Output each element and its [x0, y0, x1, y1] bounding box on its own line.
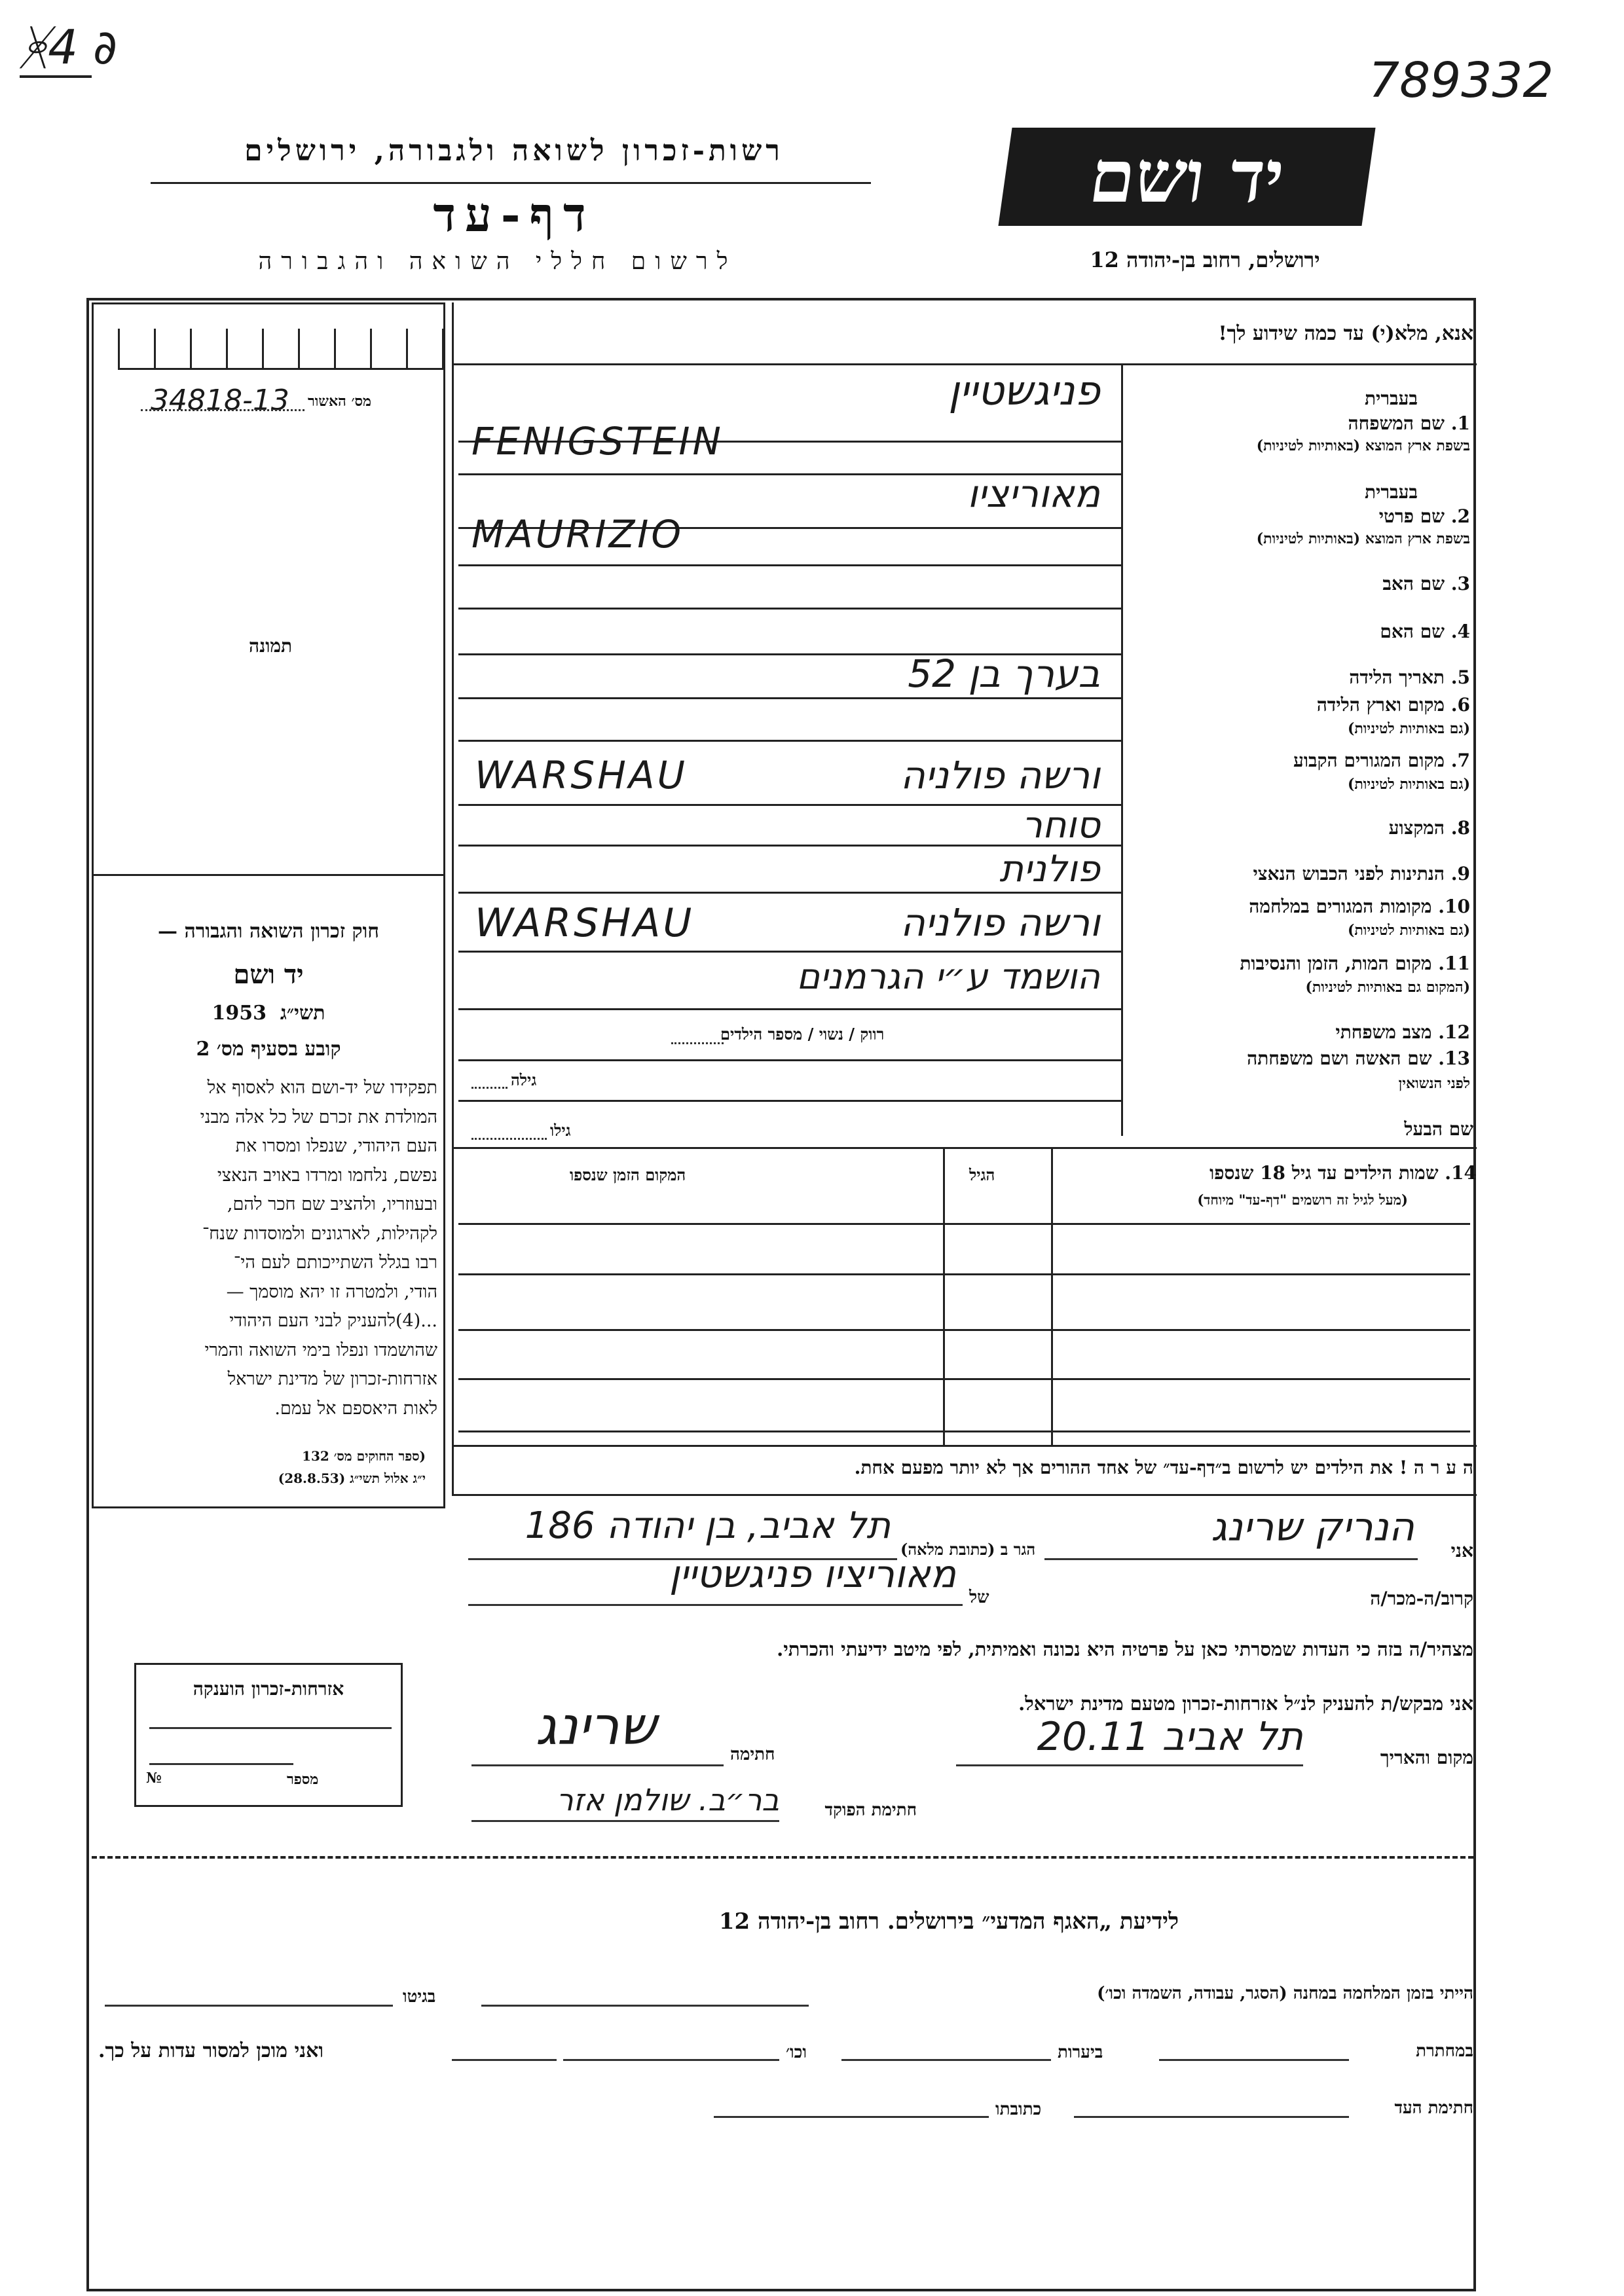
- footer-forest-label: ביערות: [1058, 2043, 1103, 2062]
- row-rule: [458, 564, 1121, 566]
- law-year: [92, 1002, 445, 1025]
- f7-hebrew-value: ורשה פולניה: [900, 753, 1100, 797]
- children-col-divider: [1051, 1147, 1053, 1445]
- panel-divider: [452, 302, 454, 1494]
- row-rule: [452, 1147, 1477, 1149]
- law-line: העם היהודי, שנפלו ומסרו את: [235, 1136, 437, 1156]
- law-year-hebrew: תשי״ג: [280, 1002, 325, 1025]
- f7-num: 7.: [1450, 750, 1470, 771]
- footer-ghetto-label: בגיטו: [403, 1987, 436, 2007]
- witness-address-label: כתובתו: [995, 2100, 1042, 2119]
- cut-line: [92, 1856, 1473, 1859]
- footer-camp-label: הייתי בזמן המלחמה במחנה (הסגר, עבודה, השמדה וכו׳): [1097, 1984, 1473, 2003]
- corner-underline: [20, 75, 92, 78]
- f7-label-text: מקום המגורים הקבוע: [1293, 750, 1445, 771]
- f5-label-text: תאריך הלידה: [1349, 666, 1445, 688]
- intro-text: אנא, מלא(י) עד כמה שידוע לך!: [1218, 322, 1473, 345]
- law-line: נפשם, נלחמו ומרדו באויב הנאצי: [217, 1165, 437, 1186]
- f6-label-text: מקום וארץ הלידה: [1316, 694, 1445, 716]
- law-section: קובע בסעיף מס׳ 2: [196, 1038, 341, 1061]
- row-rule: [458, 608, 1121, 610]
- f13-age-label: גילה: [511, 1070, 537, 1089]
- certificate-line: [149, 1763, 293, 1765]
- declarant-signature: שרינג: [535, 1696, 657, 1757]
- f13-label-text: שם האשה ושם משפחתה: [1247, 1048, 1432, 1069]
- f11-sub: (המקום גם באותיות לטיניות): [1305, 979, 1470, 996]
- f9-label: [1253, 863, 1470, 885]
- residing-label: הגר ב (כתובת מלאה): [900, 1540, 1036, 1559]
- col-age-header: הגיל: [969, 1165, 995, 1184]
- statement-1: מצהיר/ה בזה כי העדות שמסרתי כאן על פרטיה היא נכונה ואמיתית, לפי מיטב ידיעתי והכרתי.: [777, 1638, 1473, 1660]
- row-rule: [458, 697, 1121, 699]
- certificate-line: [149, 1727, 392, 1729]
- husband-age-label: גילו: [550, 1121, 571, 1140]
- f7-label: [1293, 750, 1470, 772]
- f13-age-line: [471, 1087, 507, 1089]
- f11-value: הושמד ע״י הגרמנים: [796, 956, 1100, 997]
- approval-dotline: [141, 409, 304, 411]
- f3-num: 3.: [1450, 573, 1470, 594]
- witness-signature-label: חתימת העד: [1394, 2098, 1473, 2118]
- f12-options: רווק / נשוי / מספר הילדים: [720, 1025, 885, 1044]
- certificate-number-prefix: №: [146, 1770, 162, 1787]
- footer-camp-line: [481, 2005, 809, 2007]
- f8-label: [1389, 817, 1470, 839]
- of-label: של: [969, 1588, 989, 1607]
- f12-num: 12.: [1438, 1021, 1470, 1043]
- footer-etc-line: [563, 2059, 779, 2061]
- footer-forest-line: [841, 2059, 1051, 2061]
- f2-hebrew-tag: בעברית: [1364, 481, 1418, 503]
- f9-num: 9.: [1450, 863, 1470, 884]
- footer-testify-line: [452, 2059, 557, 2061]
- f10-num: 10.: [1438, 896, 1470, 917]
- f2-latin-value: MAURIZIO: [471, 512, 684, 556]
- law-line: ...(4)להעניק לבני העם היהודי: [229, 1311, 437, 1331]
- declarant-name: הנריק שרינג: [1211, 1504, 1414, 1550]
- footer-ghetto-line: [105, 2005, 393, 2007]
- f14-sub: (מעל לגיל זה רושמים "דף-עד" מיוחד): [1197, 1192, 1408, 1208]
- witness-address-line: [714, 2116, 989, 2118]
- relation-label: קרוב/ה-מכר/ה: [1370, 1588, 1473, 1609]
- f2-sub: בשפת ארץ המוצא (באותיות לטיניות): [1256, 530, 1470, 547]
- law-line: ובעוזריו, ולהציב שם חכר להם,: [227, 1194, 437, 1214]
- law-name: יד ושם: [233, 959, 304, 990]
- photo-label: תמונה: [249, 635, 293, 657]
- children-row: [458, 1329, 1470, 1331]
- label-column-divider: [1121, 363, 1123, 1136]
- approval-boxes: [118, 329, 445, 370]
- row-rule: [458, 1008, 1121, 1010]
- law-line: אזרחות-זכרון של מדינת ישראל: [227, 1369, 437, 1389]
- header-rule: [151, 182, 871, 184]
- f9-value: פולנית: [999, 848, 1100, 890]
- f4-num: 4.: [1450, 621, 1470, 642]
- f3-label-text: שם האב: [1382, 573, 1445, 594]
- f2-hebrew-value: מאוריציו: [967, 471, 1100, 516]
- law-line: תפקידו של יד-ושם הוא לאסוף אל: [207, 1078, 437, 1098]
- form-subtitle: לרשום חללי השואה והגבורה: [258, 248, 737, 275]
- intro-rule: [452, 363, 1477, 365]
- f5-label: [1349, 666, 1470, 689]
- f1-label: [1348, 412, 1470, 435]
- footer-etc-label: וכו׳: [786, 2043, 807, 2062]
- f14-label-text: שמות הילדים עד גיל 18 שנספו: [1209, 1162, 1439, 1184]
- law-line: לאות היאספם אל עמם.: [274, 1398, 437, 1419]
- f8-value: סוחר: [1022, 804, 1100, 847]
- certificate-box: [134, 1663, 403, 1807]
- f2-label: [1379, 505, 1470, 528]
- f3-label: [1382, 573, 1470, 595]
- f11-label-text: מקום המות, הזמן והנסיבות: [1240, 953, 1432, 974]
- law-heading: חוק זכרון השואה והגבורה —: [158, 920, 379, 943]
- f2-num: 2.: [1450, 505, 1470, 527]
- official-signature: בר״ב. שולמן אזר: [556, 1782, 779, 1817]
- archive-number: 789332: [1369, 52, 1554, 109]
- note-text: ה ע ר ה ! את הילדים יש לרשום ב״דף-עד״ של אחד ההורים אך לא יותר מפעם אחת.: [854, 1457, 1473, 1478]
- f7-sub: (גם באותיות לטיניות): [1347, 776, 1470, 793]
- corner-mark: ᚸ4 ∂: [20, 20, 118, 75]
- row-rule: [458, 1100, 1121, 1102]
- note-rule: [452, 1494, 1477, 1496]
- law-line: הודי, ולמטרה זו יהא מוסמך —: [226, 1281, 437, 1302]
- f10-hebrew-value: ורשה פולניה: [900, 900, 1100, 945]
- place-date-label: מקום והאריך: [1380, 1747, 1473, 1768]
- photo-bottom-rule: [92, 874, 445, 876]
- row-rule: [458, 892, 1121, 894]
- f12-dotline: [671, 1042, 724, 1044]
- f10-label: [1249, 896, 1470, 918]
- law-line: לקהילות, לארגונים ולמוסדות שנח־: [202, 1223, 437, 1244]
- certificate-title: אזרחות-זכרון הוענקה: [193, 1678, 344, 1700]
- f13-num: 13.: [1438, 1048, 1470, 1069]
- children-row: [458, 1273, 1470, 1275]
- children-row: [458, 1223, 1470, 1225]
- f1-label-text: שם המשפחה: [1348, 412, 1445, 434]
- of-line: [468, 1604, 963, 1606]
- of-value: מאוריציו פניגשטיין: [669, 1552, 956, 1596]
- f5-value: בערך בן 52: [908, 651, 1100, 696]
- law-year-number: 1953: [212, 1002, 267, 1025]
- f6-label: [1317, 694, 1470, 716]
- witness-signature-line: [1074, 2116, 1349, 2118]
- official-label: חתימת הפוקד: [824, 1800, 917, 1820]
- husband-label: שם הבעל: [1404, 1118, 1473, 1140]
- approval-value: 34818-13: [151, 384, 289, 417]
- certificate-number-label: מספר: [287, 1771, 319, 1788]
- law-line: המולדת את זכרם של כל אלה מבני: [200, 1106, 437, 1127]
- place-date-value: תל אביב 20.11: [1037, 1714, 1303, 1760]
- row-rule: [458, 740, 1121, 742]
- signature-label: חתימה: [730, 1745, 775, 1764]
- f13-sub: לפני הנשואין: [1398, 1075, 1470, 1092]
- f5-num: 5.: [1450, 666, 1470, 688]
- statement-2: אני מבקש/ת להעניק לנ״ל אזרחות-זכרון מטעם מדינת ישראל.: [1018, 1692, 1473, 1715]
- row-rule: [458, 1059, 1121, 1061]
- f8-num: 8.: [1450, 817, 1470, 839]
- place-date-line: [956, 1764, 1303, 1766]
- f10-label-text: מקומות המגורים במלחמה: [1249, 896, 1432, 917]
- f10-sub: (גם באותיות לטיניות): [1347, 922, 1470, 939]
- f14-num: 14.: [1445, 1162, 1477, 1184]
- law-text: [97, 1074, 437, 1423]
- f4-label-text: שם האם: [1380, 621, 1445, 642]
- f6-num: 6.: [1450, 694, 1470, 716]
- declarant-line: [1044, 1558, 1418, 1560]
- children-col-divider: [943, 1147, 945, 1445]
- declarant-label: אני: [1450, 1540, 1473, 1561]
- f1-hebrew-value: פניגשטיין: [948, 367, 1100, 414]
- yad-vashem-logo: יד ושם: [998, 128, 1375, 226]
- f1-hebrew-tag: בעברית: [1364, 388, 1418, 409]
- signature-line: [471, 1764, 724, 1766]
- footer-title: לידיעת „האגף המדעי״ בירושלים. רחוב בן-יהודה 12: [718, 1908, 1179, 1935]
- footer-underground-label: במחתרת: [1416, 2041, 1473, 2061]
- form-title: דף-עד: [433, 187, 595, 242]
- residing-value: תל אביב, בן יהודה 186: [525, 1504, 891, 1547]
- husband-age-line: [471, 1138, 547, 1140]
- f14-label: [1209, 1162, 1477, 1184]
- children-bottom: [452, 1445, 1477, 1447]
- children-row: [458, 1378, 1470, 1380]
- f6-sub: (גם באותיות לטיניות): [1347, 720, 1470, 737]
- f1-num: 1.: [1450, 412, 1470, 434]
- f4-label: [1380, 621, 1470, 643]
- col-place-header: המקום הזמן שנספו: [570, 1165, 686, 1184]
- f7-latin-value: WARSHAU: [475, 753, 688, 797]
- footer-underground-line: [1159, 2059, 1349, 2061]
- f11-label: [1240, 953, 1470, 975]
- f12-label-text: מצב משפחתי: [1335, 1021, 1432, 1043]
- row-rule: [458, 951, 1121, 953]
- law-line: שהושמדו ונפלו בימי השואה והמרי: [204, 1339, 437, 1360]
- f1-latin-value: FENIGSTEIN: [471, 419, 724, 464]
- f1-sub: בשפת ארץ המוצא (באותיות לטיניות): [1256, 437, 1470, 454]
- footer-testify-text: ואני מוכן למסור עדות על כך.: [98, 2039, 324, 2062]
- f2-label-text: שם פרטי: [1378, 505, 1445, 527]
- law-source-date: י״ג אלול תשי״ג (28.8.53): [278, 1470, 426, 1486]
- f13-label: [1247, 1048, 1470, 1070]
- f12-label: [1335, 1021, 1470, 1044]
- official-line: [471, 1820, 779, 1822]
- law-source: (ספר החוקים מס׳ 132: [302, 1448, 426, 1464]
- f8-label-text: המקצוע: [1388, 817, 1445, 839]
- approval-label: מס׳ האשור: [308, 393, 372, 410]
- approval-row: [111, 384, 426, 417]
- header-address: ירושלים, רחוב בן-יהודה 12: [1090, 247, 1320, 272]
- f10-latin-value: WARSHAU: [475, 900, 695, 946]
- org-name: רשות-זכרון לשואה ולגבורה, ירושלים: [244, 134, 784, 168]
- law-line: רבו בגלל השתייכותם לעם הי־: [233, 1252, 437, 1273]
- f11-num: 11.: [1438, 953, 1470, 974]
- f9-label-text: הנתינות לפני הכבוש הנאצי: [1253, 863, 1445, 884]
- children-row: [458, 1430, 1470, 1432]
